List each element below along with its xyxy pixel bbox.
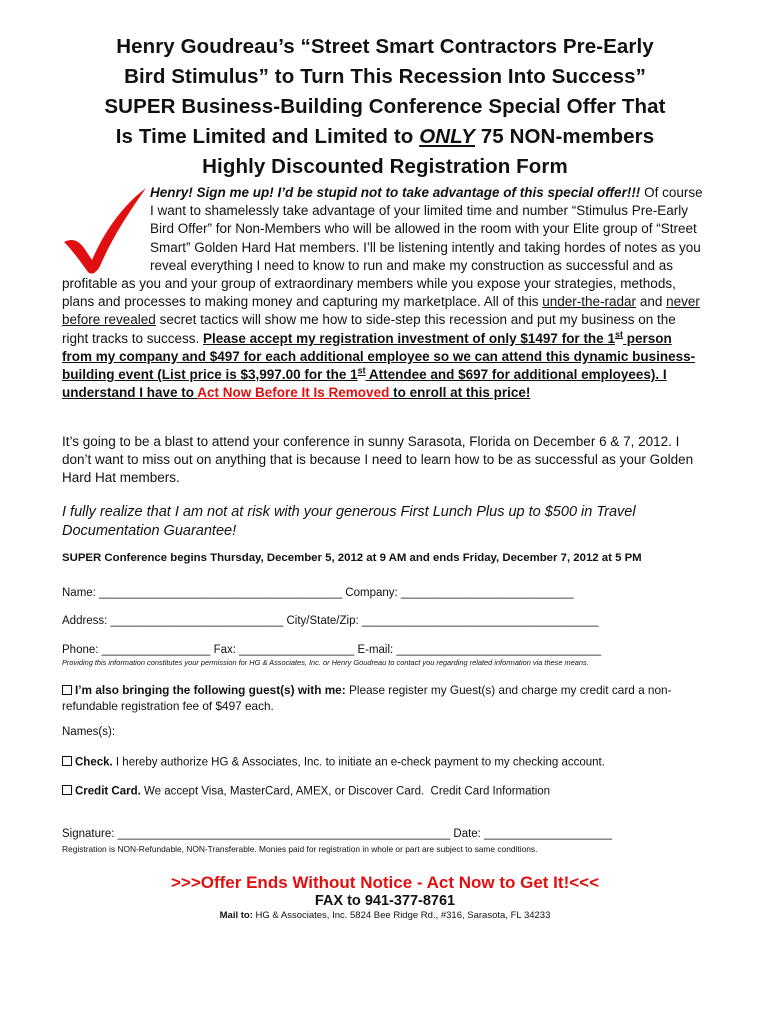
name-company-field[interactable]: Name: ______________________________________ Company: ___________________________ [62,587,574,599]
title-line-5: Highly Discounted Registration Form [202,155,568,178]
check-payment-option[interactable] [62,756,605,769]
signature-date-field[interactable]: Signature: ____________________________________________________ Date: ____________________ [62,828,612,840]
names-field[interactable]: Names(s): [62,726,116,738]
credit-card-label: Credit Card. [75,785,141,798]
phone-fax-email-field[interactable]: Phone: _________________ Fax: __________________ E-mail: ________________________________ [62,644,602,656]
intro-bold-4: to enroll at this price! [389,385,531,401]
mail-label: Mail to: [219,910,253,921]
intro-sup-1: st [614,329,623,340]
title-line-4-pre: Is Time Limited and Limited to [115,125,420,148]
title-line-2: Bird Stimulus” to Turn This Recession Into Success” [124,65,646,88]
mailing-address [0,910,770,921]
title-line-4-post: 75 NON-members [475,125,655,148]
intro-paragraph [62,184,704,402]
intro-bold-1: Please accept my registration investment of only $1497 for the 1 [203,330,615,346]
conference-paragraph: It’s going to be a blast to attend your conference in sunny Sarasota, Florida on December 6 & 7, 2012. I don’t want to miss out on anything that is because I need to learn how to be as successful as your Golden Hard Hat members. [62,434,694,486]
fax-number: FAX to 941-377-8761 [314,893,456,909]
checkbox-icon[interactable] [62,685,72,695]
mail-text: HG & Associates, Inc. 5824 Bee Ridge Rd., #316, Sarasota, FL 34233 [252,910,551,921]
check-text: I hereby authorize HG & Associates, Inc. to initiate an e-check payment to my checking account. [112,756,605,769]
intro-sup-2: st [357,365,366,376]
permission-note: Providing this information constitutes your permission for HG & Associates, Inc. or Henry Goudreau to contact you regarding related information via these means. [62,658,589,667]
intro-bold-2: person from my company and $497 for each additional employee so we can attend this dynamic business-building event (List price is $3,997.00 for the 1 [62,330,696,383]
refund-note: Registration is NON-Refundable, NON-Transferable. Monies paid for registration in whole or part are subject to same conditions. [62,844,538,854]
address-field[interactable]: Address: ___________________________ City/State/Zip: _____________________________________ [62,615,599,627]
credit-card-text: We accept Visa, MasterCard, AMEX, or Discover Card. Credit Card Information [140,785,551,798]
intro-underline-2: never before revealed [62,294,700,328]
checkbox-icon[interactable] [62,785,72,795]
title-line-3: SUPER Business-Building Conference Special Offer That [104,95,666,118]
intro-body-1: Of course I want to shamelessly take advantage of your limited time and number “Stimulus Pre-Early Bird Offer” for Non-Members who will be allowed in the room with your Elite group of “Street Smart” Golden Hard Hat members. I’ll be listening intently and taking hordes of notes as you reveal everything I need to know to run and make my construction as successful and as profitable as you and your group of extraordinary members while you expose your strategies, methods, plans and processes to making money and capturing my marketplace. All of this [62,185,703,310]
guest-option-label: I’m also bringing the following guest(s) with me: [75,683,346,697]
intro-underline-1: under-the-radar [542,294,637,310]
credit-card-option[interactable] [62,785,550,798]
checkbox-icon[interactable] [62,756,72,766]
intro-bold-3: Attendee and $697 for additional employees). I understand I have to [62,367,667,401]
offer-banner: >>>Offer Ends Without Notice - Act Now to Get It!<<< [170,873,600,892]
intro-and: and [636,294,667,310]
guest-option-text: Please register my Guest(s) and charge my credit card a non-refundable registration fee of $497 each. [62,683,672,713]
guarantee-paragraph: I fully realize that I am not at risk with your generous First Lunch Plus up to $500 in Travel Documentation Guarantee! [62,504,636,539]
intro-body-2: secret tactics will show me how to side-step this recession and put my business on the right tracks to success. [62,312,676,346]
title-only-emphasis: ONLY [419,125,476,148]
page-title [40,32,730,182]
guest-option[interactable] [62,682,702,714]
intro-red-text: Act Now Before It Is Removed [197,385,390,401]
check-label: Check. [75,756,113,769]
title-line-1: Henry Goudreau’s “Street Smart Contractors Pre-Early [116,35,654,58]
title-line-4 [40,122,730,152]
conference-dates: SUPER Conference begins Thursday, December 5, 2012 at 9 AM and ends Friday, December 7, 2012 at 5 PM [62,552,642,564]
intro-lead: Henry! Sign me up! I’d be stupid not to take advantage of this special offer!!! [150,185,641,200]
